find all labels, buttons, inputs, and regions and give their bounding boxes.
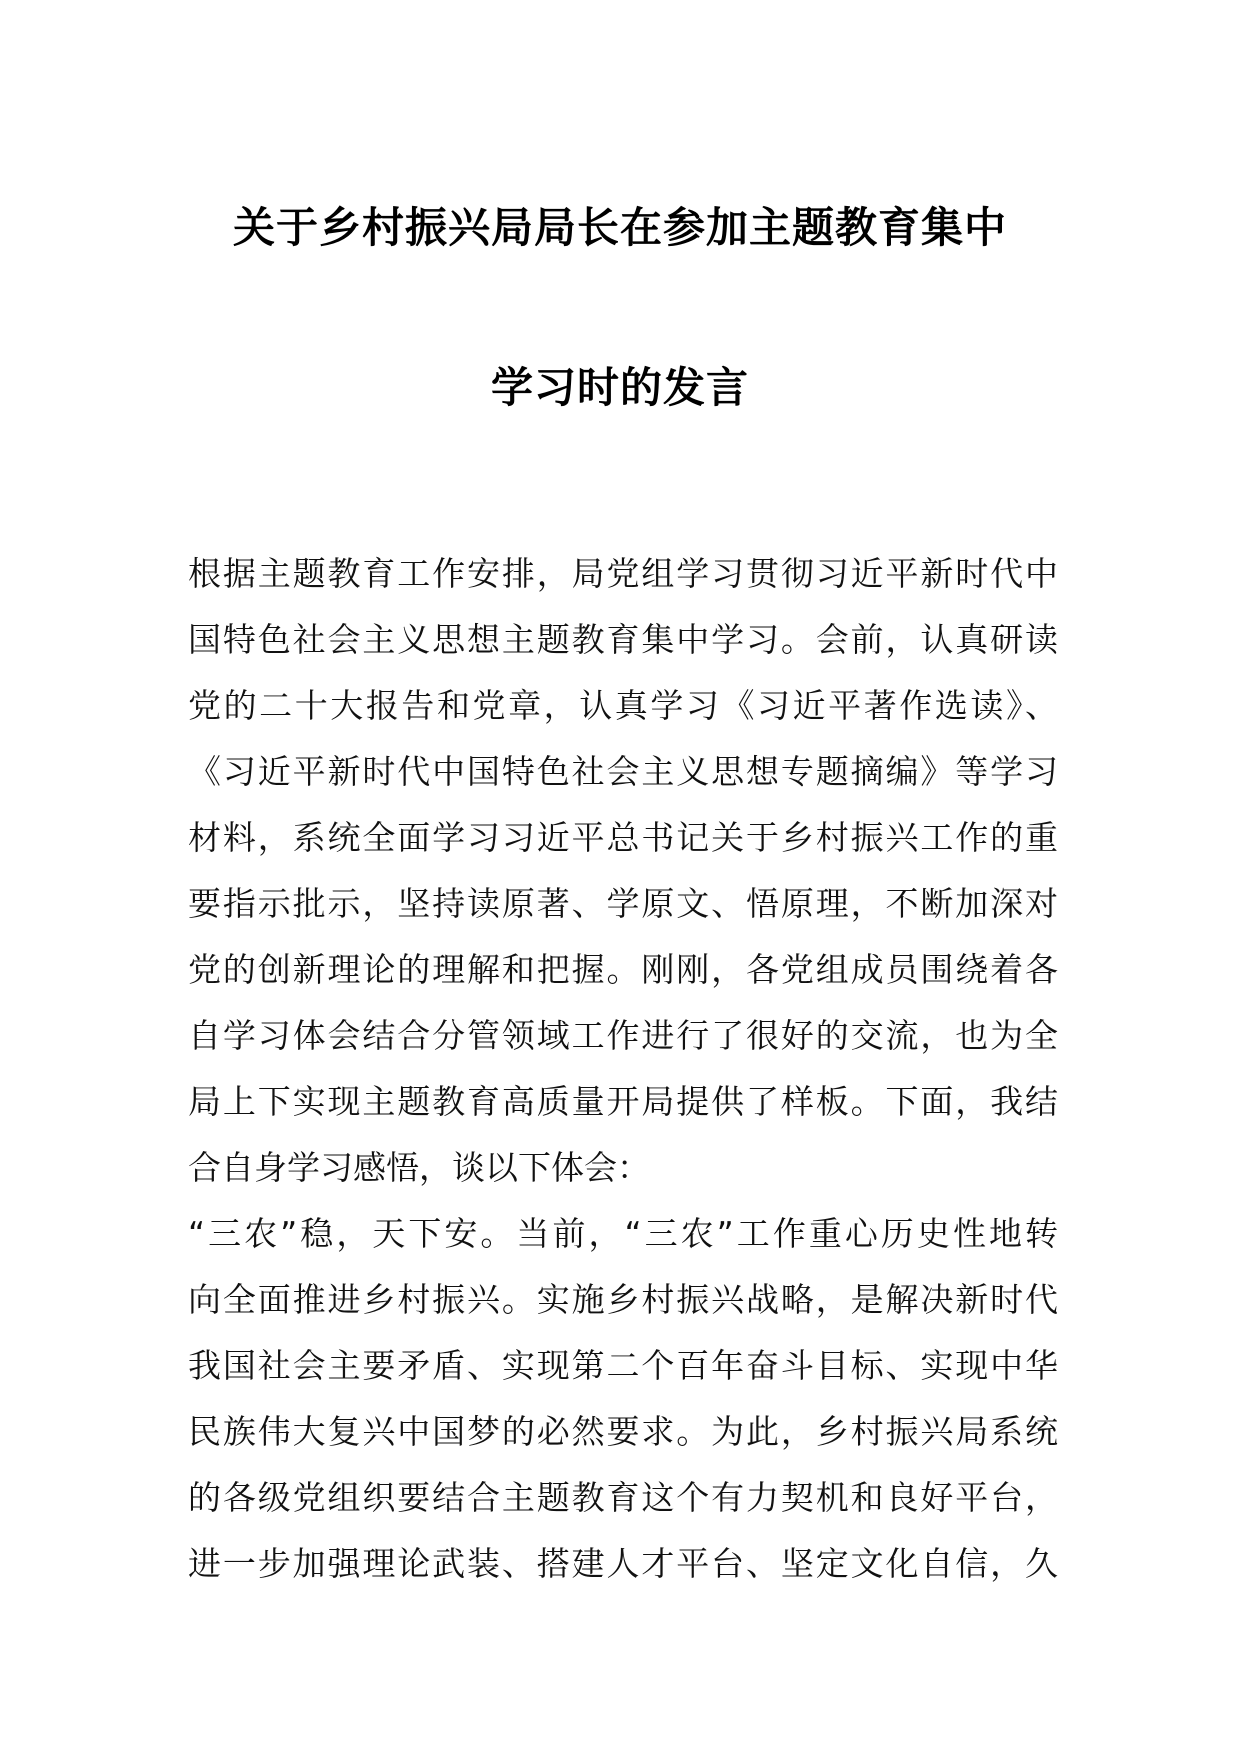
text-line: 根据主题教育工作安排，局党组学习贯彻习近平新时代中 — [188, 554, 1058, 593]
title-line-2: 学习时的发言 — [490, 363, 749, 412]
paragraph-2 — [188, 1201, 1058, 1597]
text-line: 局上下实现主题教育高质量开局提供了样板。下面，我结 — [188, 1082, 1058, 1121]
text-line: 党的创新理论的理解和把握。刚刚，各党组成员围绕着各 — [188, 950, 1058, 989]
text-line: 国特色社会主义思想主题教育集中学习。会前，认真研读 — [188, 620, 1058, 659]
document-body — [188, 541, 1058, 1597]
text-line: 我国社会主要矛盾、实现第二个百年奋斗目标、实现中华 — [188, 1346, 1058, 1385]
text-line: 进一步加强理论武装、搭建人才平台、坚定文化自信，久 — [188, 1544, 1058, 1583]
paragraph-1 — [188, 541, 1058, 1201]
text-line: “三农”稳，天下安。当前，“三农”工作重心历史性地转 — [188, 1214, 1058, 1253]
text-line: 党的二十大报告和党章，认真学习《习近平著作选读》、 — [188, 686, 1058, 725]
text-line: 向全面推进乡村振兴。实施乡村振兴战略，是解决新时代 — [188, 1280, 1058, 1319]
text-line: 民族伟大复兴中国梦的必然要求。为此，乡村振兴局系统 — [188, 1412, 1058, 1451]
text-line: 材料，系统全面学习习近平总书记关于乡村振兴工作的重 — [188, 818, 1058, 857]
text-line: 合自身学习感悟，谈以下体会： — [188, 1148, 650, 1187]
document-title — [150, 200, 1090, 416]
text-line: 《习近平新时代中国特色社会主义思想专题摘编》等学习 — [188, 752, 1058, 791]
text-line: 自学习体会结合分管领域工作进行了很好的交流，也为全 — [188, 1016, 1058, 1055]
text-line: 的各级党组织要结合主题教育这个有力契机和良好平台， — [188, 1478, 1058, 1517]
title-line-1: 关于乡村振兴局局长在参加主题教育集中 — [232, 203, 1007, 252]
text-line: 要指示批示，坚持读原著、学原文、悟原理，不断加深对 — [188, 884, 1058, 923]
